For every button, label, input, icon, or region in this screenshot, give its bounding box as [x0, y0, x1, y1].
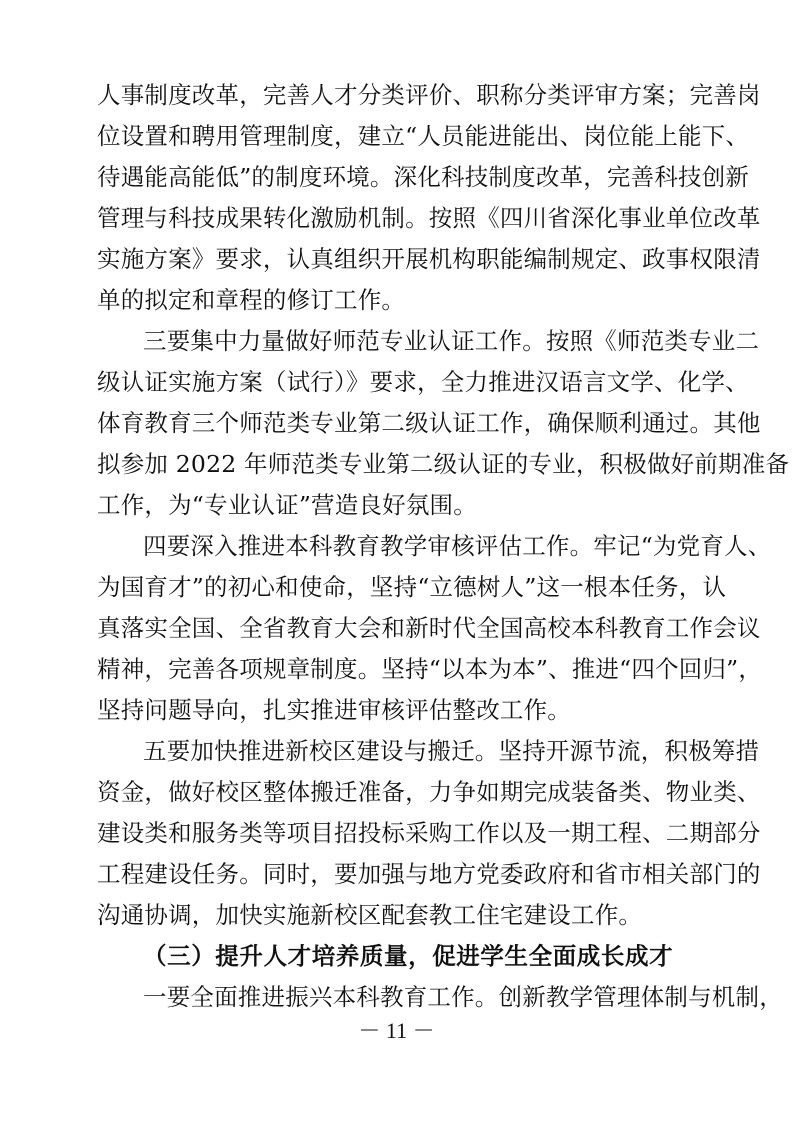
text-line: 工作，为“专业认证”营造良好氛围。 — [97, 491, 477, 519]
text-line: 拟参加 2022 年师范类专业第二级认证的专业，积极做好前期准备 — [97, 450, 790, 478]
text-line: 精神，完善各项规章制度。坚持“以本为本”、推进“四个回归”， — [97, 655, 763, 683]
text-line: 实施方案》要求，认真组织开展机构职能编制规定、政事权限清 — [97, 245, 761, 273]
page-number: － 11 － — [358, 1018, 435, 1043]
text-line: 工程建设任务。同时，要加强与地方党委政府和省市相关部门的 — [97, 860, 761, 888]
text-line: 单的拟定和章程的修订工作。 — [97, 286, 406, 314]
text-line: 为国育才”的初心和使命，坚持“立德树人”这一根本任务，认 — [97, 573, 727, 601]
text-line: 四要深入推进本科教育教学审核评估工作。牢记“为党育人、 — [143, 532, 772, 560]
text-line: 真落实全国、全省教育大会和新时代全国高校本科教育工作会议 — [97, 614, 761, 642]
text-line: 级认证实施方案（试行）》要求，全力推进汉语言文学、化学、 — [97, 368, 749, 396]
text-line: 沟通协调，加快实施新校区配套教工住宅建设工作。 — [97, 901, 643, 929]
text-line: 资金，做好校区整体搬迁准备，力争如期完成装备类、物业类、 — [97, 778, 761, 806]
text-line: 五要加快推进新校区建设与搬迁。坚持开源节流，积极筹措 — [143, 737, 760, 765]
text-line: 位设置和聘用管理制度，建立“人员能进能出、岗位能上能下、 — [97, 122, 750, 150]
text-line: 坚持问题导向，扎实推进审核评估整改工作。 — [97, 696, 571, 724]
text-line: 一要全面推进振兴本科教育工作。创新教学管理体制与机制， — [143, 983, 783, 1011]
text-line: 三要集中力量做好师范专业认证工作。按照《师范类专业二 — [143, 327, 760, 355]
text-line: 人事制度改革，完善人才分类评价、职称分类评审方案；完善岗 — [97, 81, 761, 109]
text-line: 管理与科技成果转化激励机制。按照《四川省深化事业单位改革 — [97, 204, 761, 232]
text-line: 体育教育三个师范类专业第二级认证工作，确保顺利通过。其他 — [97, 409, 761, 437]
section-heading: （三）提升人才培养质量，促进学生全面成长成才 — [143, 942, 674, 970]
text-line: 待遇能高能低”的制度环境。深化科技制度改革，完善科技创新 — [97, 163, 750, 191]
text-line: 建设类和服务类等项目招投标采购工作以及一期工程、二期部分 — [97, 819, 761, 847]
